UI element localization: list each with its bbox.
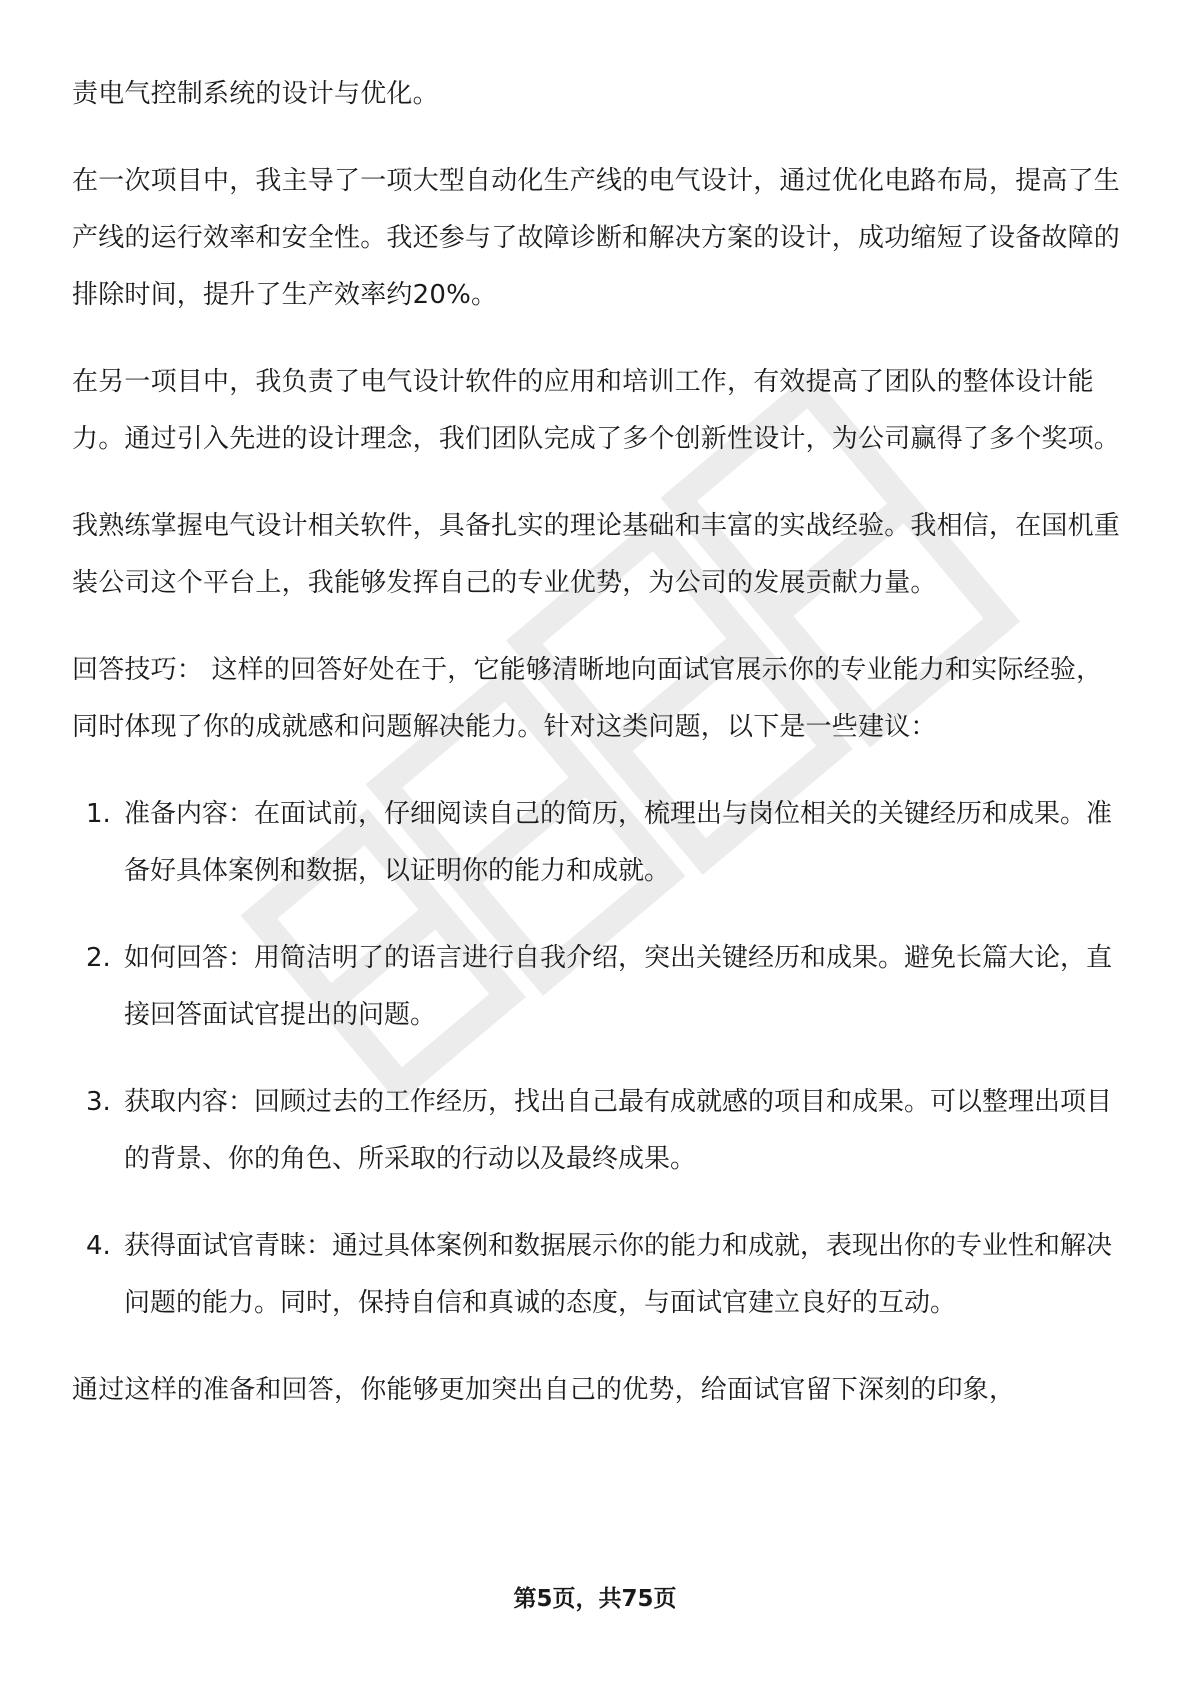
list-item [72,1218,1122,1332]
list-item [72,1074,1122,1188]
paragraph-answer-tips: 回答技巧： 这样的回答好处在于，它能够清晰地向面试官展示你的专业能力和实际经验，同时体现了你的成就感和问题解决能力。针对这类问题，以下是一些建议： [72,655,1103,742]
paragraph-continuation: 责电气控制系统的设计与优化。 [72,79,439,109]
paragraph-conclusion: 通过这样的准备和回答，你能够更加突出自己的优势，给面试官留下深刻的印象， [72,1375,1016,1405]
paragraph-project-one: 在一次项目中，我主导了一项大型自动化生产线的电气设计，通过优化电路布局，提高了生产线的运行效率和安全性。我还参与了故障诊断和解决方案的设计，成功缩短了设备故障的排除时间，提升了生产效率约20%。 [72,166,1121,310]
list-item-number: 2. [86,943,111,973]
list-item-number: 3. [86,1087,111,1117]
paragraph-skills: 我熟练掌握电气设计相关软件，具备扎实的理论基础和丰富的实战经验。我相信，在国机重装公司这个平台上，我能够发挥自己的专业优势，为公司的发展贡献力量。 [72,511,1121,598]
list-item-text: 获得面试官青睐：通过具体案例和数据展示你的能力和成就，表现出你的专业性和解决问题的能力。同时，保持自信和真诚的态度，与面试官建立良好的互动。 [124,1231,1113,1318]
list-item [72,930,1122,1044]
page-number-footer: 第5页，共75页 [513,1586,677,1612]
list-item-text: 如何回答：用简洁明了的语言进行自我介绍，突出关键经历和成果。避免长篇大论，直接回答面试官提出的问题。 [124,943,1113,1030]
list-item-number: 1. [86,799,111,829]
list-item-text: 获取内容：回顾过去的工作经历，找出自己最有成就感的项目和成果。可以整理出项目的背景、你的角色、所采取的行动以及最终成果。 [124,1087,1113,1174]
tips-list [72,786,1122,1332]
list-item-text: 准备内容：在面试前，仔细阅读自己的简历，梳理出与岗位相关的关键经历和成果。准备好具体案例和数据，以证明你的能力和成就。 [124,799,1113,886]
list-item [72,786,1122,900]
paragraph-project-two: 在另一项目中，我负责了电气设计软件的应用和培训工作，有效提高了团队的整体设计能力。通过引入先进的设计理念，我们团队完成了多个创新性设计，为公司赢得了多个奖项。 [72,367,1121,454]
list-item-number: 4. [86,1231,111,1261]
document-body [72,66,1122,1449]
